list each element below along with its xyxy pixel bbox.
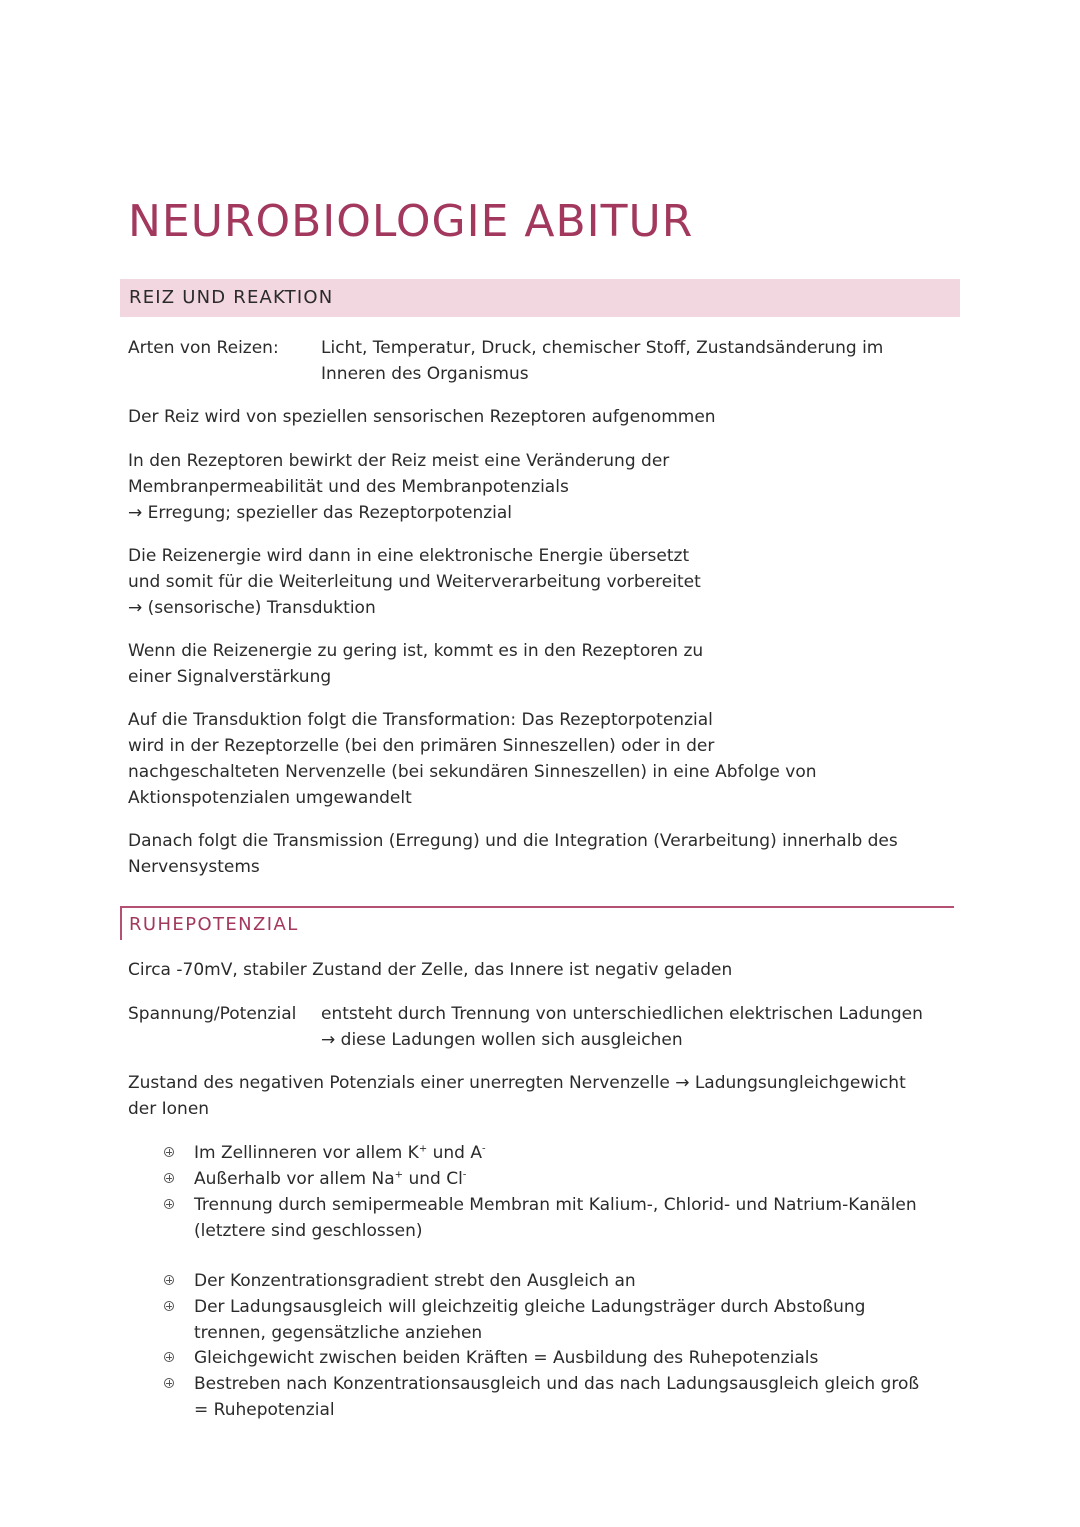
zustand-line: Zustand des negativen Potenzials einer unerregten Nervenzelle → Ladungsungleichgewicht [128,1073,906,1093]
list-item: Gleichgewicht zwischen beiden Kräften = Ausbildung des Ruhepotenzials [194,1348,819,1368]
intro-line: Circa -70mV, stabiler Zustand der Zelle, das Innere ist negativ geladen [128,960,733,980]
paragraph-line: → (sensorische) Transduktion [128,598,376,618]
list-item: Im Zellinneren vor allem K+ und A- [194,1143,486,1163]
paragraph-line: und somit für die Weiterleitung und Weiterverarbeitung vorbereitet [128,572,701,592]
section-header-reiz-und-reaktion [120,279,960,317]
paragraph-line: Der Reiz wird von speziellen sensorischen Rezeptoren aufgenommen [128,407,716,427]
bullet-icon [164,1147,174,1157]
list-item-continuation: (letztere sind geschlossen) [194,1221,423,1241]
bullet-icon [164,1301,174,1311]
section-heading: REIZ UND REAKTION [129,287,334,308]
bullet-icon [164,1352,174,1362]
list-item: Trennung durch semipermeable Membran mit Kalium-, Chlorid- und Natrium-Kanälen [194,1195,917,1215]
zustand-line: der Ionen [128,1099,210,1119]
paragraph-line: → Erregung; spezieller das Rezeptorpotenzial [128,503,513,523]
arten-line: Inneren des Organismus [321,364,529,384]
list-item: Der Ladungsausgleich will gleichzeitig gleiche Ladungsträger durch Abstoßung [194,1297,866,1317]
spannung-line: → diese Ladungen wollen sich ausgleichen [321,1030,683,1050]
paragraph-line: In den Rezeptoren bewirkt der Reiz meist eine Veränderung der [128,451,670,471]
list-item-continuation: trennen, gegensätzliche anziehen [194,1323,483,1343]
list-item: Bestreben nach Konzentrationsausgleich und das nach Ladungsausgleich gleich groß [194,1374,920,1394]
spannung-label: Spannung/Potenzial [128,1004,297,1024]
paragraph-line: Nervensystems [128,857,260,877]
section-header-ruhepotenzial [120,906,954,940]
list-item: Der Konzentrationsgradient strebt den Ausgleich an [194,1271,636,1291]
paragraph-line: Wenn die Reizenergie zu gering ist, kommt es in den Rezeptoren zu [128,641,704,661]
paragraph-line: Aktionspotenzialen umgewandelt [128,788,412,808]
paragraph-line: Membranpermeabilität und des Membranpotenzials [128,477,569,497]
bullet-icon [164,1275,174,1285]
paragraph-line: nachgeschalteten Nervenzelle (bei sekundären Sinneszellen) in eine Abfolge von [128,762,817,782]
arten-label: Arten von Reizen: [128,338,279,358]
paragraph-line: wird in der Rezeptorzelle (bei den primären Sinneszellen) oder in der [128,736,715,756]
spannung-line: entsteht durch Trennung von unterschiedlichen elektrischen Ladungen [321,1004,923,1024]
arten-line: Licht, Temperatur, Druck, chemischer Stoff, Zustandsänderung im [321,338,884,358]
list-item: Außerhalb vor allem Na+ und Cl- [194,1169,467,1189]
bullet-icon [164,1378,174,1388]
paragraph-line: Auf die Transduktion folgt die Transformation: Das Rezeptorpotenzial [128,710,713,730]
paragraph-line: Danach folgt die Transmission (Erregung) und die Integration (Verarbeitung) innerhalb des [128,831,898,851]
bullet-icon [164,1173,174,1183]
list-item-continuation: = Ruhepotenzial [194,1400,335,1420]
paragraph-line: Die Reizenergie wird dann in eine elektronische Energie übersetzt [128,546,690,566]
section-heading: RUHEPOTENZIAL [129,914,299,935]
page-title: NEUROBIOLOGIE ABITUR [128,196,694,247]
bullet-icon [164,1199,174,1209]
paragraph-line: einer Signalverstärkung [128,667,332,687]
